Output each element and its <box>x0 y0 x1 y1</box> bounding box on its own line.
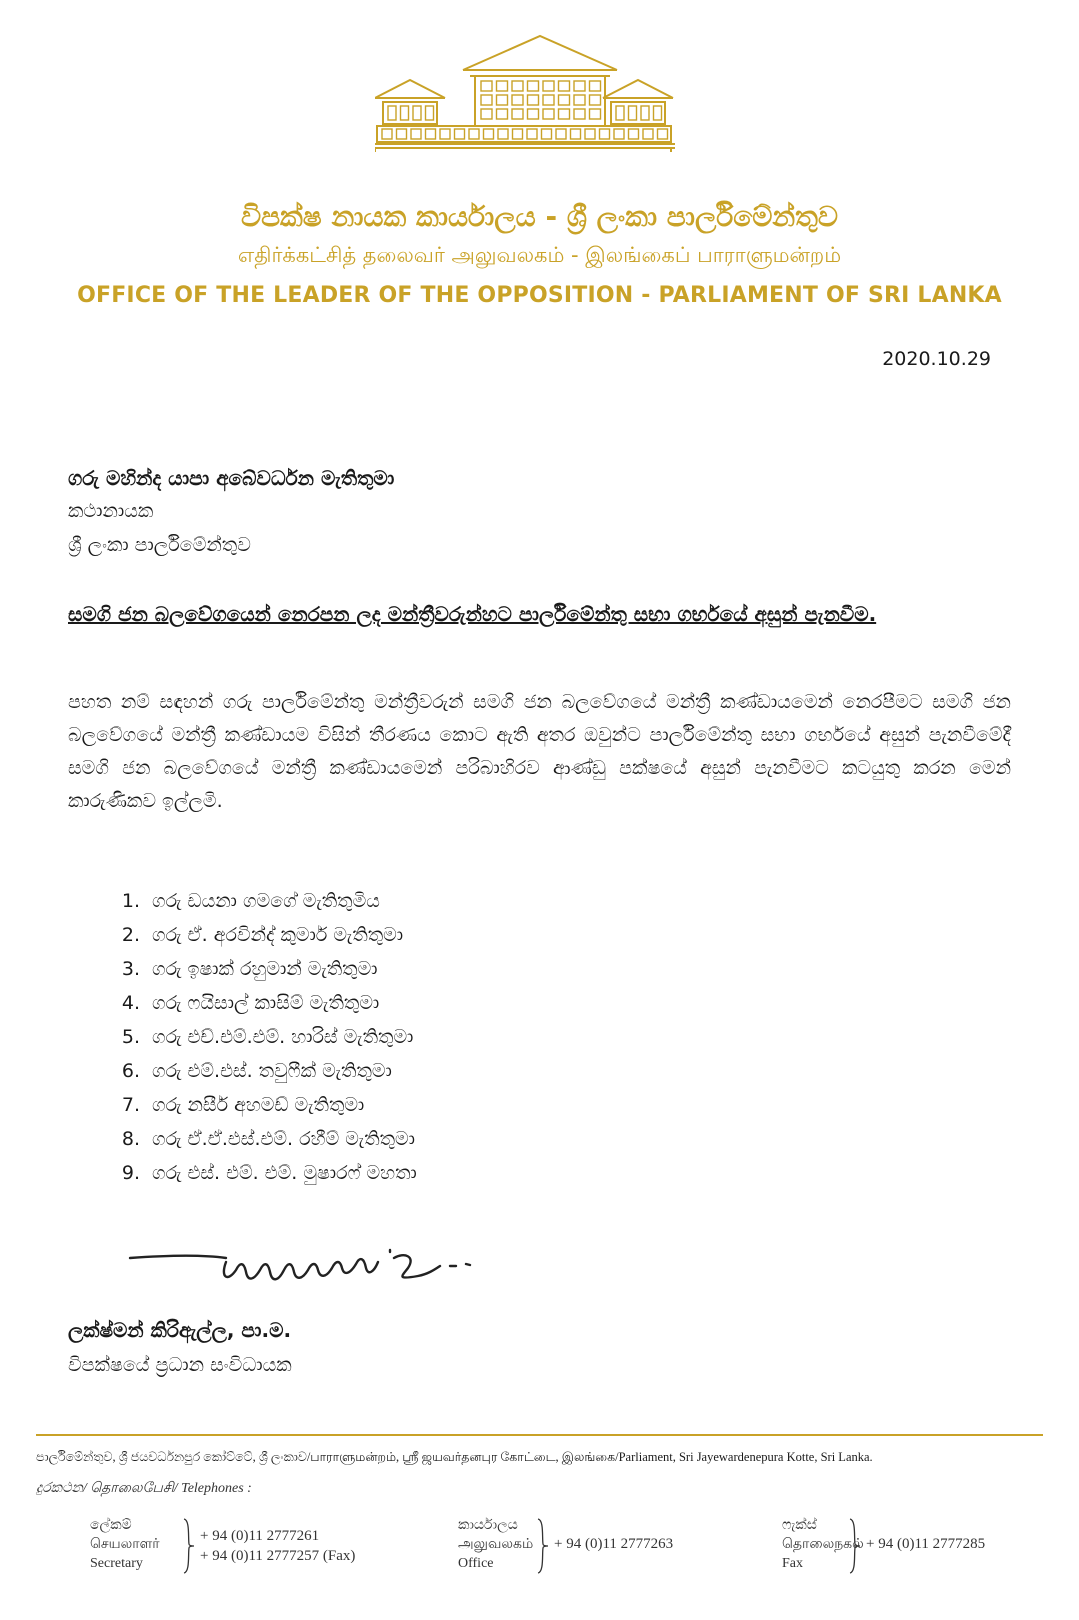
logo-window <box>382 129 392 139</box>
telephones-label: දුරකථන/ தொலைபேசி/ Telephones : <box>36 1481 252 1496</box>
logo-window <box>643 129 653 139</box>
logo-window <box>528 81 539 91</box>
curly-brace-icon <box>536 1518 550 1574</box>
member-name: ගරු ඒ.ඒ.එස්.එම්. රහීම් මැතිතුමා <box>152 1128 415 1150</box>
list-number: 6. <box>121 1060 140 1082</box>
logo-window <box>401 106 409 120</box>
logo-window <box>426 106 434 120</box>
member-name: ගරු නසීර් අහමඩ් මැතිතුමා <box>152 1094 365 1116</box>
contact-label-tamil: செயலாளர் <box>90 1537 160 1552</box>
letter-date: 2020.10.29 <box>882 348 991 370</box>
logo-window <box>574 81 585 91</box>
letterhead-title-english: OFFICE OF THE LEADER OF THE OPPOSITION - PARLIAMENT OF SRI LANKA <box>77 283 1002 308</box>
phone-number: + 94 (0)11 2777285 <box>866 1536 986 1552</box>
list-number: 4. <box>121 992 140 1014</box>
logo-window <box>411 129 421 139</box>
logo-window <box>484 129 494 139</box>
list-item <box>100 918 417 952</box>
logo-window <box>413 106 421 120</box>
addressee-name: ගරු මහින්ද යාපා අබේවර්ධන මැතිතුමා <box>68 466 395 490</box>
logo-window <box>556 129 566 139</box>
logo-window <box>543 81 554 91</box>
logo-window <box>574 109 585 119</box>
member-name: ගරු ඩයනා ගමගේ මැතිතුමිය <box>152 890 380 912</box>
logo-window <box>528 109 539 119</box>
logo-window <box>512 81 523 91</box>
member-name: ගරු එස්. එම්. එම්. මුෂාරෆ් මහතා <box>152 1162 417 1184</box>
list-number: 7. <box>121 1094 140 1116</box>
logo-window <box>600 129 610 139</box>
logo-window <box>542 129 552 139</box>
logo-window <box>497 81 508 91</box>
logo-window <box>440 129 450 139</box>
list-item <box>100 1054 417 1088</box>
signatory-name: ලක්ෂ්මන් කිරිඇල්ල, පා.ම. <box>68 1318 292 1342</box>
logo-window <box>559 81 570 91</box>
handwritten-signature <box>128 1248 528 1308</box>
phone-number: + 94 (0)11 2777257 (Fax) <box>200 1548 356 1564</box>
logo-window <box>590 95 601 105</box>
logo-window <box>481 95 492 105</box>
member-name: ගරු ඒ. අරවින්ද් කුමාර් මැතිතුමා <box>152 924 404 946</box>
logo-window <box>614 129 624 139</box>
logo-window <box>528 95 539 105</box>
list-item <box>100 952 417 986</box>
logo-window <box>654 106 662 120</box>
phone-number: + 94 (0)11 2777261 <box>200 1528 320 1544</box>
logo-window <box>497 109 508 119</box>
list-item <box>100 884 417 918</box>
logo-window <box>641 106 649 120</box>
logo-window <box>469 129 479 139</box>
logo-window <box>397 129 407 139</box>
list-number: 8. <box>121 1128 140 1150</box>
list-item <box>100 986 417 1020</box>
logo-window <box>590 109 601 119</box>
contact-label-tamil: அலுவலகம் <box>458 1537 534 1552</box>
logo-window <box>590 81 601 91</box>
logo-window <box>426 129 436 139</box>
logo-window <box>629 106 637 120</box>
list-number: 5. <box>121 1026 140 1048</box>
contact-label-english: Fax <box>782 1556 803 1571</box>
logo-window <box>543 109 554 119</box>
member-name: ගරු එච්.එම්.එම්. හාරිස් මැතිතුමා <box>152 1026 414 1048</box>
list-number: 9. <box>121 1162 140 1184</box>
signatory-title: විපක්ෂයේ ප්‍රධාන සංවිධායක <box>68 1354 292 1376</box>
letterhead-title-tamil: எதிர்க்கட்சித் தலைவர் அலுவலகம் - இலங்கைப் பாராளுமன்றம் <box>237 243 842 267</box>
parliament-building-logo <box>375 32 705 154</box>
contact-label-english: Secretary <box>90 1556 143 1571</box>
logo-window <box>513 129 523 139</box>
phone-number: + 94 (0)11 2777263 <box>554 1536 674 1552</box>
letterhead-title-sinhala: විපක්ෂ නායක කාර්යාලය - ශ්‍රී ලංකා පාර්ලිමේන්තුව <box>240 200 839 233</box>
letter-body: පහත නම් සඳහන් ගරු පාර්ලිමේන්තු මන්ත්‍රීවරුන් සමගි ජන බලවේගයේ මන්ත්‍රී කණ්ඩායමෙන් නෙරපීමට සමගි ජන බලවේගයේ මන්ත්‍රී කණ්ඩායම විසින් තීරණය කොට ඇති අතර ඔවුන්ට පාර්ලිමේන්තු සභා ගර්භයේ අසුන් පැනවීමේදී සමගි ජන බලවේගයේ මන්ත්‍රී කණ්ඩායමෙන් පරිබාහිරව ආණ්ඩු පක්ෂයේ අසුන් පැනවීමට කටයුතු කරන මෙන් කාරුණිකව ඉල්ලමි. <box>68 691 1011 812</box>
footer-address: පාර්ලිමේන්තුව, ශ්‍රී ජයවර්ධනපුර කෝට්ටේ, ශ්‍රී ලංකාව/பாராளுமன்றம், ஸ்ரீ ஜயவர்தனபுர கோட்டை, இலங்கை/Parliament, Sri Jayewardenepura Kotte, Sri Lanka. <box>36 1450 873 1464</box>
logo-window <box>574 95 585 105</box>
logo-window <box>559 109 570 119</box>
member-name: ගරු ෆයිසාල් කාසිම් මැතිතුමා <box>152 992 380 1014</box>
list-number: 3. <box>121 958 140 980</box>
member-name: ගරු ඉෂාක් රහුමාන් මැතිතුමා <box>152 958 378 980</box>
logo-window <box>455 129 465 139</box>
logo-window <box>585 129 595 139</box>
addressee-place: ශ්‍රී ලංකා පාර්ලිමේන්තුව <box>68 534 251 556</box>
curly-brace-icon <box>848 1518 862 1574</box>
logo-window <box>498 129 508 139</box>
logo-window <box>629 129 639 139</box>
logo-window <box>616 106 624 120</box>
contact-label-sinhala: කාර්යාලය <box>458 1518 518 1533</box>
list-number: 2. <box>121 924 140 946</box>
list-number: 1. <box>121 890 140 912</box>
logo-window <box>543 95 554 105</box>
contact-label-tamil: தொலைநகல் <box>782 1537 864 1552</box>
contact-label-sinhala: ෆැක්ස් <box>782 1518 817 1533</box>
contact-label-english: Office <box>458 1556 494 1571</box>
curly-brace-icon <box>182 1518 196 1574</box>
logo-window <box>559 95 570 105</box>
contact-label-sinhala: ලේකම් <box>90 1518 132 1533</box>
footer-divider <box>36 1434 1043 1436</box>
logo-window <box>481 109 492 119</box>
logo-window <box>571 129 581 139</box>
logo-window <box>527 129 537 139</box>
logo-window <box>481 81 492 91</box>
logo-window <box>388 106 396 120</box>
list-item <box>100 1156 417 1190</box>
letter-subject: සමගි ජන බලවේගයෙන් නෙරපන ලද මන්ත්‍රීවරුන්හට පාර්ලිමේන්තු සභා ගර්භයේ අසුන් පැනවීම. <box>68 602 877 626</box>
logo-window <box>512 109 523 119</box>
list-item <box>100 1088 417 1122</box>
logo-window <box>497 95 508 105</box>
addressee-title: කථානායක <box>68 500 154 522</box>
list-item <box>100 1122 417 1156</box>
list-item <box>100 1020 417 1054</box>
member-name-list <box>100 884 417 1190</box>
logo-window <box>658 129 668 139</box>
member-name: ගරු එම්.එස්. තවුෆීක් මැතිතුමා <box>152 1060 392 1082</box>
logo-window <box>512 95 523 105</box>
